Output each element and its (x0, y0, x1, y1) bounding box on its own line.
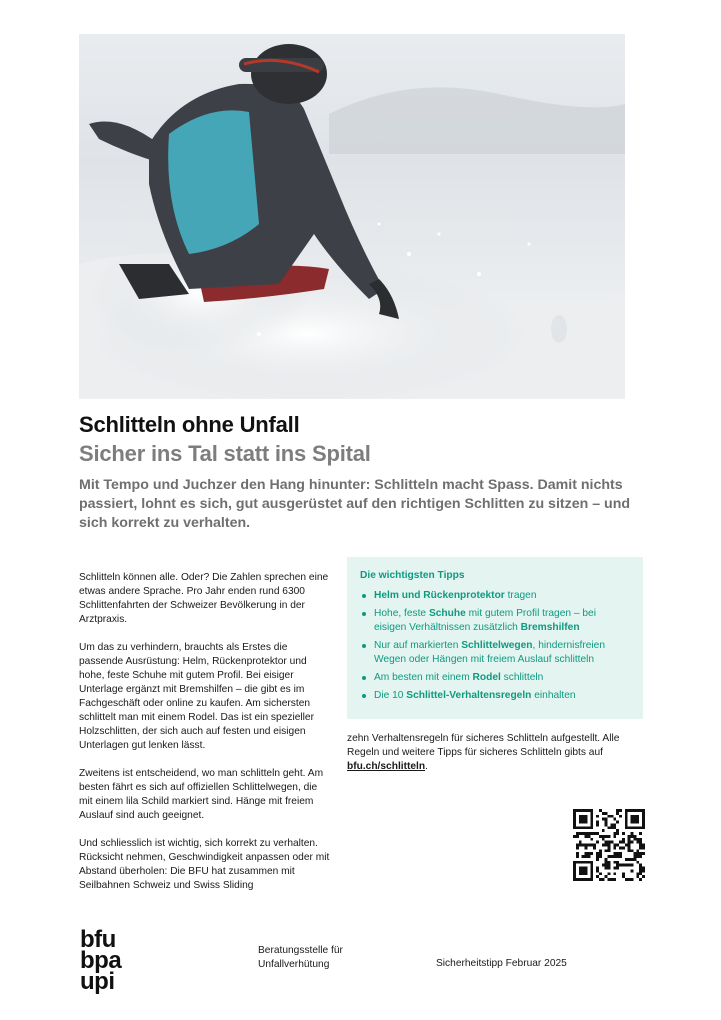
footer-tip-label: Sicherheitstipp Februar 2025 (436, 958, 567, 969)
tip-item: Am besten mit einem Rodel schlitteln (360, 671, 631, 685)
sledding-photo (79, 34, 625, 399)
body-paragraph-2: Um das zu verhindern, brauchts als Erstes die passende Ausrüstung: Helm, Rückenprotektor und hohe, feste Schuhe mit gutem Profil. Bei eisiger Unterlage ergänzt mit Bremshilfen – die gibt es im Fachgeschäft oder online zu kaufen. Am sichersten schlittelt man mit einem Rodel. Das ist ein spezieller Holzschlitten, der sich auch auf festen und eisigen Unterlagen gut lenken lässt. (79, 642, 314, 751)
body-left-column (79, 571, 331, 907)
tips-list (360, 589, 631, 703)
lead-paragraph: Mit Tempo und Juchzer den Hang hinunter: Schlitteln macht Spass. Damit nichts passiert, lohnt es sich, gut ausgerüstet auf den richtigen Schlitten zu sitzen – und sich korrekt zu verhalten. (79, 477, 631, 531)
body-paragraph-1: Schlitteln können alle. Oder? Die Zahlen sprechen eine etwas andere Sprache. Pro Jahr enden rund 6300 Schlittenfahrten der Schweizer Bevölkerung in der Arztpraxis. (79, 572, 329, 625)
tips-heading: Die wichtigsten Tipps (360, 570, 465, 581)
footer-organisation: Beratungsstelle für Unfallverhütung (258, 945, 343, 970)
tip-item: Die 10 Schlittel-Verhaltensregeln einhalten (360, 689, 631, 703)
body-paragraph-4: Und schliesslich ist wichtig, sich korrekt zu verhalten. Rücksicht nehmen, Geschwindigkeit anpassen oder mit Abstand überholen: Die BFU hat zusammen mit Seilbahnen Schweiz und Swiss Sliding (79, 838, 330, 891)
bfu-logo: bfu bpa upi (80, 926, 122, 995)
page-title: Schlitteln ohne Unfall (79, 412, 300, 437)
tip-item: Hohe, feste Schuhe mit gutem Profil tragen – bei eisigen Verhältnissen zusätzlich Bremshilfen (360, 607, 631, 635)
body-right-column (347, 732, 643, 774)
tip-item: Nur auf markierten Schlittelwegen, hindernisfreien Wegen oder Hängen mit freiem Auslauf schlitteln (360, 639, 631, 667)
body-paragraph-3: Zweitens ist entscheidend, wo man schlitteln geht. Am besten fährt es sich auf offiziellen Schlittelwegen, die mit einem lila Schild markiert sind. Hänge mit freiem Auslauf sind auch geeignet. (79, 768, 324, 821)
body-paragraph-5: zehn Verhaltensregeln für sicheres Schlitteln aufgestellt. Alle Regeln und weitere Tipps für sicheres Schlitteln gibts auf bfu.ch/schlitteln. (347, 733, 620, 772)
bfu-schlitteln-link[interactable]: bfu.ch/schlitteln (347, 761, 426, 772)
page-subtitle: Sicher ins Tal statt ins Spital (79, 441, 371, 466)
tip-item: Helm und Rückenprotektor tragen (360, 589, 631, 603)
hero-photo (79, 34, 625, 399)
qr-code (573, 809, 645, 881)
tips-box (347, 557, 643, 719)
